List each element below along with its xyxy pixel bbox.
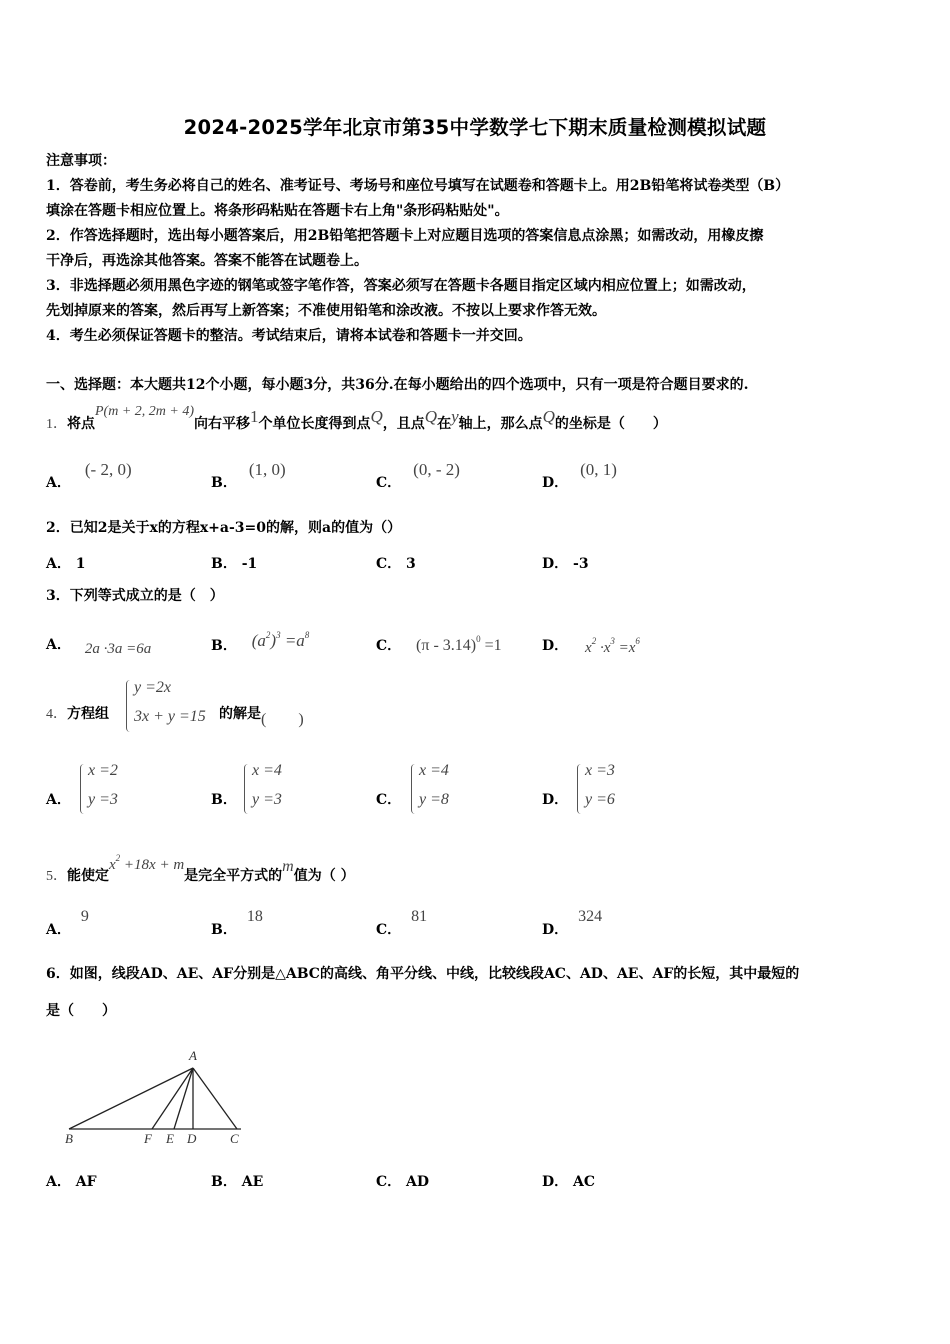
option-brace bbox=[80, 764, 87, 814]
q2-option-c[interactable]: C． 3 bbox=[376, 556, 416, 572]
q1-option-c[interactable]: C．(0, - 2) bbox=[376, 460, 460, 491]
q1-option-b[interactable]: B．(1, 0) bbox=[211, 460, 286, 491]
question-4-tail: 的解是( ) bbox=[219, 706, 304, 728]
point-label-f: F bbox=[144, 1131, 152, 1146]
notice-line: 填涂在答题卡相应位置上。将条形码粘贴在答题卡右上角"条形码粘贴处"。 bbox=[46, 203, 509, 219]
q4-equation-2: 3x + y =15 bbox=[134, 708, 206, 725]
notice-line: 3．非选择题必须用黑色字迹的钢笔或签字笔作答，答案必须写在答题卡各题目指定区域内相应位置上；如需改动， bbox=[46, 278, 756, 294]
q4-option-b[interactable]: B． bbox=[211, 792, 237, 808]
q3-option-a[interactable]: A． 2a ·3a =6a bbox=[46, 637, 152, 657]
q5-option-d[interactable]: D．324 bbox=[542, 908, 603, 938]
notice-line: 先划掉原来的答案，然后再写上新答案；不准使用铅笔和涂改液。不按以上要求作答无效。 bbox=[46, 303, 606, 319]
q3-option-d[interactable]: D． $x^2 \cdot x^3 =x^6$ bbox=[542, 636, 640, 656]
vertex-label-c: C bbox=[230, 1131, 239, 1146]
point-label-e: E bbox=[166, 1131, 174, 1146]
option-brace bbox=[244, 764, 251, 814]
question-4-stem: 4．方程组 bbox=[46, 706, 109, 722]
q4-option-c[interactable]: C． bbox=[376, 792, 402, 808]
q5-option-a[interactable]: A．9 bbox=[46, 908, 89, 938]
notice-line: 干净后，再选涂其他答案。答案不能答在试题卷上。 bbox=[46, 253, 368, 269]
q4-option-d[interactable]: D． bbox=[542, 792, 569, 808]
question-3-stem: 3．下列等式成立的是（ ） bbox=[46, 588, 224, 604]
section-heading: 一、选择题：本大题共12个小题，每小题3分，共36分.在每小题给出的四个选项中，只有一项是符合题目要求的. bbox=[46, 377, 749, 393]
notice-line: 1．答卷前，考生务必将自己的姓名、准考证号、考场号和座位号填写在试题卷和答题卡上。用2B铅笔将试卷类型（B） bbox=[46, 178, 790, 194]
q6-option-a[interactable]: A． AF bbox=[46, 1174, 97, 1190]
notice-heading: 注意事项： bbox=[46, 153, 116, 169]
vertex-label-b: B bbox=[65, 1131, 73, 1146]
q6-option-d[interactable]: D． AC bbox=[542, 1174, 596, 1190]
q5-option-c[interactable]: C．81 bbox=[376, 908, 428, 938]
q4-equation-1: y =2x bbox=[134, 679, 171, 696]
q1-option-d[interactable]: D．(0, 1) bbox=[542, 460, 617, 491]
q4-option-a[interactable]: A． bbox=[46, 792, 71, 808]
q6-option-c[interactable]: C． AD bbox=[376, 1174, 430, 1190]
exam-page: 2024-2025学年北京市第35中学数学七下期末质量检测模拟试题 注意事项： 1．答卷前，考生务必将自己的姓名、准考证号、考场号和座位号填写在试题卷和答题卡上。用2B铅笔将试卷类型（B） 填涂在答题卡相应位置上。将条形码粘贴在答题卡右上角"条形码粘贴处"。 2．作答选择题时，选出每小题答案后，用2B铅笔把答题卡上对应题目选项的答案信息点涂黑；如需改动，用橡皮擦 干净后，再选涂其他答案。答案不能答在试题卷上。 3．非选择题必须用黑色字迹的钢笔或签字笔作答，答案必须写在答题卡各题目指定区域内相应位置上；如需改动， 先划掉原来的答案，然后再写上新答案；不准使用铅笔和涂改液。不按以上要求作答无效。 4．考生必须保证答题卡的整洁。考试结束后，请将本试卷和答题卡一并交回。 一、选择题：本大题共12个小题，每小题3分，共36分.在每小题给出的四个选项中，只有一项是符合题目要求的. 1．将点P(m + 2, 2m + 4)向右平移1个单位长度得到点Q，且点Q在y轴上，那么点Q的坐标是（ ） A．(- 2, 0) B．(1, 0) C．(0, - 2) D．(0, 1) 2．已知2是关于x的方程x+a-3=0的解，则a的值为（） A． 1 B． -1 C． 3 D． -3 3．下列等式成立的是（ ） A． 2a ·3a =6a B． $(a^2)^3 =a^8$ C． (π - 3.14)$^0$ =1 D． $x^2 \cdot x^3 =x^6$ 4．方程组 y =2x 3x + y =15 的解是( ) A． x =2 y =3 B． x =4 y =3 C． x =4 y =8 D． x =3 y =6 5．能使定$x^2 +18x + m$是完全平方式的m值为（ ） A．9 B．18 C．81 D．324 6．如图，线段AD、AE、AF分别是△ABC的高线、角平分线、中线，比较线段AC、AD、AE、AF的长短，其中最短的 是（ ） A B F E D C A． AF B． AE C． AD D． AC bbox=[0, 0, 950, 1344]
vertex-label-a: A bbox=[189, 1048, 197, 1063]
notice-line: 4．考生必须保证答题卡的整洁。考试结束后，请将本试卷和答题卡一并交回。 bbox=[46, 328, 532, 344]
notice-line: 2．作答选择题时，选出每小题答案后，用2B铅笔把答题卡上对应题目选项的答案信息点涂黑；如需改动，用橡皮擦 bbox=[46, 228, 764, 244]
point-label-d: D bbox=[187, 1131, 197, 1146]
q4-system-brace bbox=[126, 680, 133, 732]
q3-option-c[interactable]: C． (π - 3.14)$^0$ =1 bbox=[376, 634, 502, 654]
option-brace bbox=[577, 764, 584, 814]
q2-option-a[interactable]: A． 1 bbox=[46, 556, 86, 572]
page-title: 2024-2025学年北京市第35中学数学七下期末质量检测模拟试题 bbox=[183, 116, 767, 139]
q3-option-b[interactable]: B． $(a^2)^3 =a^8$ bbox=[211, 630, 310, 654]
q2-option-d[interactable]: D． -3 bbox=[542, 556, 589, 572]
q6-option-b[interactable]: B． AE bbox=[211, 1174, 264, 1190]
q5-option-b[interactable]: B．18 bbox=[211, 908, 263, 938]
question-6-stem: 6．如图，线段AD、AE、AF分别是△ABC的高线、角平分线、中线，比较线段AC、AD、AE、AF的长短，其中最短的 bbox=[46, 966, 800, 982]
q1-option-a[interactable]: A．(- 2, 0) bbox=[46, 460, 132, 491]
question-2-stem: 2．已知2是关于x的方程x+a-3=0的解，则a的值为（） bbox=[46, 520, 402, 536]
q2-option-b[interactable]: B． -1 bbox=[211, 556, 258, 572]
point-p: P(m + 2, 2m + 4) bbox=[95, 404, 194, 419]
question-6-stem-tail: 是（ ） bbox=[46, 1003, 116, 1019]
question-1-stem: 1．将点P(m + 2, 2m + 4)向右平移1个单位长度得到点Q，且点Q在y轴上，那么点Q的坐标是（ ） bbox=[46, 404, 667, 432]
option-brace bbox=[411, 764, 418, 814]
question-5-stem: 5．能使定$x^2 +18x + m$是完全平方式的m值为（ ） bbox=[46, 853, 355, 884]
triangle-figure bbox=[60, 1045, 250, 1150]
